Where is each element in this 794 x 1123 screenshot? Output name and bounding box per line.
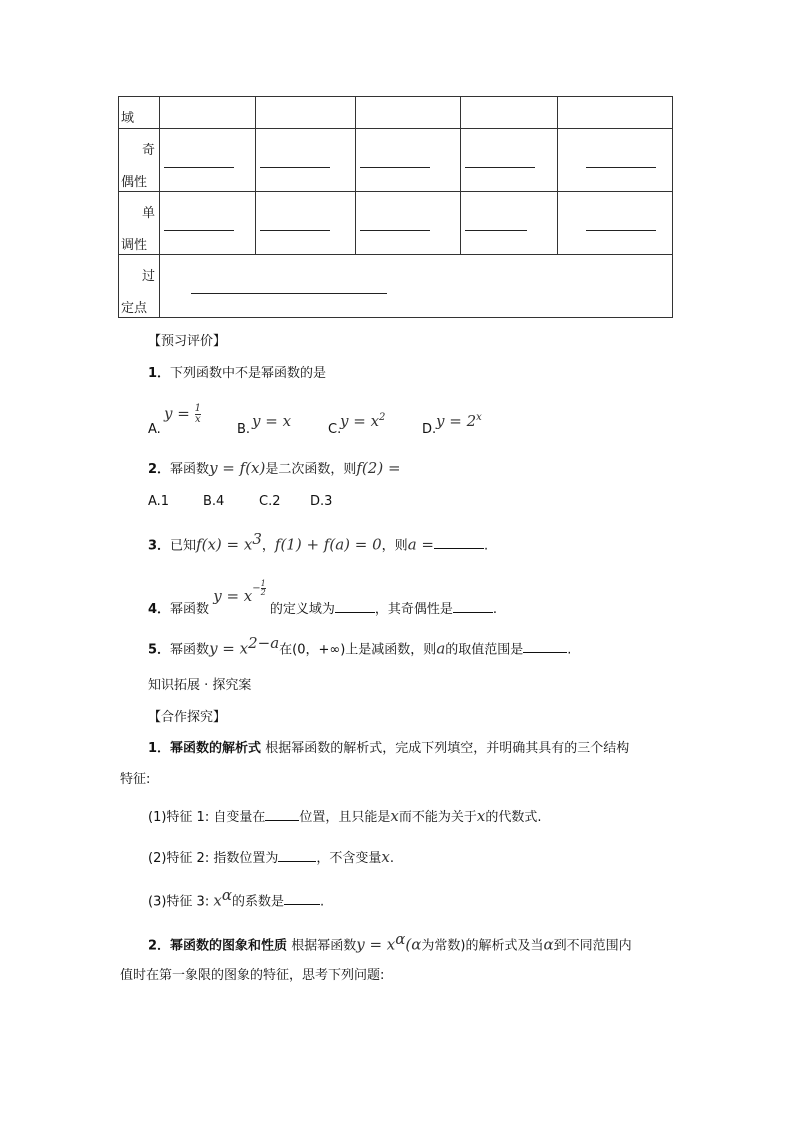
fill-blank[interactable] (164, 167, 234, 168)
variable-x: x (381, 848, 390, 866)
table-cell (461, 97, 558, 129)
question-number: 1． (148, 366, 171, 381)
part-2-line-1 (148, 930, 632, 953)
table-cell (256, 97, 356, 129)
question-4 (148, 579, 498, 617)
formula-exponent: x (476, 412, 482, 423)
formula: f(x) = x (196, 535, 253, 554)
question-2 (148, 458, 401, 477)
question-5 (148, 634, 571, 657)
formula-exponent: α (221, 886, 232, 904)
table-cell-merged (160, 255, 673, 318)
question-text: 的取值范围是 (445, 642, 524, 658)
variable-alpha: α (543, 935, 554, 954)
formula: f(1) + f(a) = 0 (274, 535, 382, 554)
period: . (389, 851, 394, 866)
answer-blank[interactable] (453, 600, 493, 613)
table-cell (256, 192, 356, 255)
answer-blank[interactable] (265, 808, 299, 821)
answer-blank[interactable] (284, 892, 320, 905)
fraction (195, 404, 201, 425)
question-text: 下列函数中不是幂函数的是 (170, 366, 327, 381)
formula: a (436, 639, 446, 658)
feature-text: ，不含变量 (316, 851, 382, 866)
option-d-formula (436, 412, 482, 430)
feature-2 (148, 847, 394, 866)
formula-base: y = x (213, 587, 253, 605)
formula-lhs: y = (164, 404, 190, 423)
period: . (492, 602, 498, 617)
part-2-line-2: 值时在第一象限的图象的特征，思考下列问题: (120, 968, 385, 983)
question-number: 2． (148, 462, 171, 477)
question-text: 幂函数 (170, 462, 210, 477)
answer-blank[interactable] (335, 600, 375, 613)
feature-text: 的系数是 (231, 894, 284, 910)
formula: y = f(x) (209, 459, 266, 477)
fill-blank[interactable] (164, 230, 234, 231)
table-cell (256, 129, 356, 192)
question-text: 已知 (170, 538, 197, 554)
fill-blank[interactable] (260, 230, 330, 231)
fill-blank[interactable] (465, 230, 527, 231)
table-cell (356, 192, 461, 255)
variable-x: x (476, 807, 486, 825)
table-cell (356, 97, 461, 129)
formula: y = x (209, 639, 249, 658)
table-cell (558, 97, 673, 129)
question-text: 幂函数 (170, 602, 210, 617)
part-title: 幂函数的图象和性质 (170, 938, 288, 954)
formula: (α (405, 935, 422, 954)
formula-exponent: 2−a (248, 634, 280, 652)
option-d-label: D. (422, 422, 437, 437)
period: . (319, 894, 325, 910)
table-row-fixed-point (119, 255, 673, 318)
row-label-top: 奇 (141, 143, 155, 158)
table-row-monotonicity (119, 192, 673, 255)
row-label-bottom: 调性 (121, 238, 148, 253)
answer-blank[interactable] (434, 536, 484, 549)
feature-text: 的代数式. (485, 810, 542, 825)
part-1-line-2: 特征: (120, 772, 151, 787)
part-1-line-1 (148, 737, 629, 756)
formula: a = (407, 535, 434, 554)
comma: ， (261, 538, 275, 554)
variable-x: x (213, 891, 222, 910)
option-a: A.1 (148, 494, 170, 509)
row-label-bottom: 定点 (121, 301, 148, 316)
answer-blank[interactable] (278, 849, 316, 862)
properties-table (118, 96, 673, 318)
option-a-label: A. (148, 422, 161, 437)
table-row-label (119, 255, 160, 318)
table-cell (461, 129, 558, 192)
table-row-label (119, 129, 160, 192)
formula-base: y = x (340, 412, 380, 430)
table-cell (160, 192, 256, 255)
question-1 (148, 362, 326, 381)
period: . (567, 642, 572, 658)
part-text: 根据幂函数的解析式，完成下列填空，并明确其具有的三个结构 (261, 741, 630, 756)
part-title: 幂函数的解析式 (170, 741, 262, 756)
table-cell (356, 129, 461, 192)
formula: f(2) = (356, 459, 401, 477)
question-number: 4． (148, 602, 171, 617)
formula-exponent: 3 (252, 530, 262, 548)
table-cell (558, 129, 673, 192)
feature-text: 位置，且只能是 (299, 810, 391, 825)
table-cell (461, 192, 558, 255)
fraction-denominator: 2 (260, 588, 266, 597)
formula-exponent: α (395, 930, 406, 948)
fill-blank[interactable] (191, 293, 387, 294)
answer-blank[interactable] (523, 640, 567, 653)
feature-text: (1)特征 1: 自变量在 (148, 810, 266, 825)
table-row-label (119, 97, 160, 129)
row-label-bottom: 偶性 (121, 175, 148, 190)
row-label-top: 单 (141, 206, 155, 221)
question-number: 5． (148, 642, 171, 658)
feature-text: (3)特征 3: (148, 894, 214, 910)
option-b-formula: y = x (252, 412, 292, 430)
exponent-sign: − (252, 583, 261, 594)
feature-1 (148, 806, 541, 825)
feature-text: (2)特征 2: 指数位置为 (148, 851, 279, 866)
formula-exponent: 2 (379, 412, 386, 423)
preview-heading: 【预习评价】 (148, 334, 227, 349)
fill-blank[interactable] (360, 167, 430, 168)
fraction-denominator: x (194, 414, 201, 425)
question-text: ，其奇偶性是 (374, 602, 453, 617)
formula (213, 579, 266, 605)
fill-blank[interactable] (465, 167, 535, 168)
fill-blank[interactable] (360, 230, 430, 231)
table-cell (160, 97, 256, 129)
exponent-fraction (261, 580, 266, 597)
question-text: 的定义域为 (269, 602, 335, 617)
option-c-label: C. (328, 422, 342, 437)
period: . (483, 538, 489, 554)
option-b: B.4 (203, 494, 225, 509)
part-text: 根据幂函数 (287, 938, 357, 954)
feature-text: 而不能为关于 (398, 810, 477, 825)
option-d: D.3 (310, 494, 333, 509)
variable-x: x (390, 807, 399, 825)
option-c-formula (340, 412, 385, 430)
question-number: 3． (148, 538, 171, 554)
question-text: ，则 (381, 538, 408, 554)
table-cell (160, 129, 256, 192)
question-text: 是二次函数，则 (265, 462, 357, 477)
part-text: 为常数)的解析式及当 (421, 938, 544, 954)
table-row-label (119, 192, 160, 255)
row-label-top: 过 (141, 269, 155, 284)
option-b-label: B. (237, 422, 251, 437)
section-title: 知识拓展 · 探究案 (148, 678, 252, 693)
fill-blank[interactable] (260, 167, 330, 168)
feature-3 (148, 886, 324, 909)
formula: y = x (356, 935, 396, 954)
formula-exponent (252, 579, 266, 597)
question-text: 在(0，+∞)上是减函数，则 (279, 642, 437, 658)
cooperate-heading: 【合作探究】 (148, 710, 227, 725)
table-row-domain (119, 97, 673, 129)
fraction-numerator: 1 (260, 579, 266, 588)
table-cell (558, 192, 673, 255)
fraction-numerator: 1 (194, 403, 201, 414)
question-3 (148, 530, 488, 553)
fill-blank[interactable] (586, 230, 656, 231)
part-number: 2． (148, 938, 171, 954)
option-c: C.2 (259, 494, 281, 509)
part-number: 1． (148, 741, 171, 756)
row-label-bottom: 域 (121, 111, 135, 126)
option-a-formula (164, 404, 201, 425)
part-text: 到不同范围内 (553, 938, 632, 954)
question-1-options (148, 398, 568, 438)
question-text: 幂函数 (170, 642, 210, 658)
formula-base: y = 2 (436, 412, 477, 430)
fill-blank[interactable] (586, 167, 656, 168)
table-row-parity (119, 129, 673, 192)
